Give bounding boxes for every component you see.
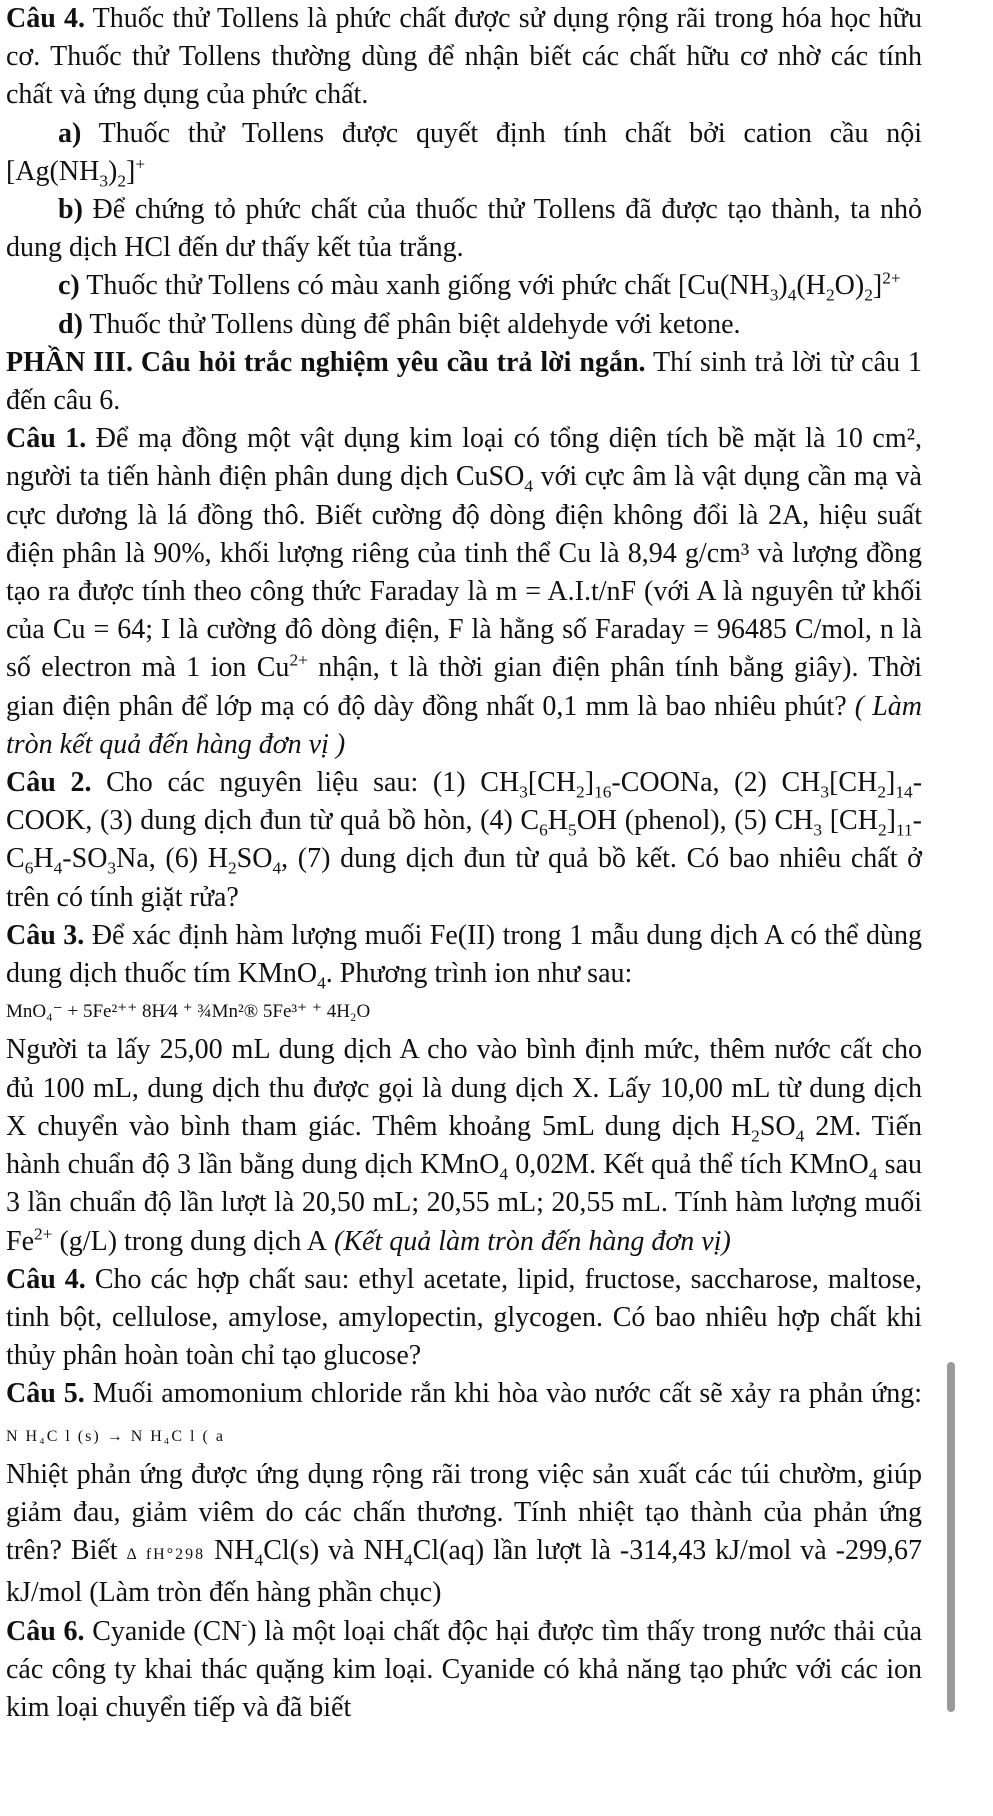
q3-body: Người ta lấy 25,00 mL dung dịch A cho vào bình định mức, thêm nước cất cho đủ 100 mL, dung dịch thu được gọi là dung dịch X. Lấy 10,00 mL từ dung dịch X chuyển vào bình tham giác. Thêm khoảng 5mL dung dịch $H_2SO_4$ 2M. Tiến hành chuẩn độ 3 lần bằng dung dịch KMnO$_4$ 0,02M. Kết quả thể tích KMnO$_4$ sau 3 lần chuẩn độ lần lượt là 20,50 mL; 20,55 mL; 20,55 mL. Tính hàm lượng muối $Fe^{2+}$ (g/L) trong dung dịch A (Kết quả làm tròn đến hàng đơn vị) (6, 1034, 922, 1257)
question-4: Câu 4. Cho các hợp chất sau: ethyl acetate, lipid, fructose, saccharose, maltose, tinh bột, cellulose, amylose, amylopectin, glycogen. Có bao nhiêu hợp chất khi thủy phân hoàn toàn chỉ tạo glucose? (6, 1263, 922, 1372)
q5-body: Nhiệt phản ứng được ứng dụng rộng rãi trong việc sản xuất các túi chườm, giúp giảm đau, giảm viêm do các chấn thương. Tính nhiệt tạo thành của phản ứng trên? Biết Δ fH°298 $NH_4Cl(s)$ và $NH_4Cl(aq)$ lần lượt là -314,43 kJ/mol và -299,67 kJ/mol (Làm tròn đến hàng phần chục) (6, 1458, 922, 1609)
q5-reaction: N H₄C l (s) → N H₄C l ( a (6, 1427, 225, 1445)
q4-old-option-b: b) Để chứng tỏ phức chất của thuốc thử Tollens đã được tạo thành, ta nhỏ dung dịch HCl đến dư thấy kết tủa trắng. (6, 194, 922, 264)
part3-heading: PHẦN III. Câu hỏi trắc nghiệm yêu cầu trả lời ngắn. Thí sinh trả lời từ câu 1 đến câu 6. (6, 346, 922, 417)
q5-title: Câu 5. (6, 1378, 85, 1410)
document-page (6, 0, 922, 1727)
q6-title: Câu 6. (6, 1615, 85, 1647)
q4-old-option-d: d) Thuốc thử Tollens dùng để phân biệt aldehyde với ketone. (58, 308, 741, 340)
q4-old-option-a: a) Thuốc thử Tollens được quyết định tính chất bởi cation cầu nội $[Ag(NH_3)_2]^+$ (6, 117, 922, 191)
q4-title: Câu 4. (6, 1263, 86, 1295)
q4-old-intro: Câu 4. Thuốc thử Tollens là phức chất được sử dụng rộng rãi trong hóa học hữu cơ. Thuốc thử Tollens thường dùng để nhận biết các chất hữu cơ nhờ các tính chất và ứng dụng của phức chất. (6, 3, 922, 111)
q2-title: Câu 2. (6, 767, 92, 799)
question-6: Câu 6. Cyanide (CN-) là một loại chất độc hại được tìm thấy trong nước thải của các công ty khai thác quặng kim loại. Cyanide có khả năng tạo phức với các ion kim loại chuyển tiếp và đã biết (6, 1614, 923, 1723)
question-5: Câu 5. Muối amomonium chloride rắn khi hòa vào nước cất sẽ xảy ra phản ứng: N H₄C l (s) → N H₄C l ( a (6, 1378, 923, 1445)
q1-title: Câu 1. (6, 423, 87, 455)
question-1: Câu 1. Để mạ đồng một vật dụng kim loại có tổng diện tích bề mặt là 10 cm², người ta tiến hành điện phân dung dịch CuSO$_4$ với cực âm là vật dụng cần mạ và cực dương là lá đồng thô. Biết cường độ dòng điện không đổi là 2A, hiệu suất điện phân là 90%, khối lượng riêng của tinh thể Cu là 8,94 g/cm³ và lượng đồng tạo ra được tính theo công thức Faraday là m = A.I.t/nF (với A là nguyên tử khối của Cu = 64; I là cường đô dòng điện, F là hằng số Faraday = 96485 C/mol, n là số electron mà 1 ion $Cu^{2+}$ nhận, t là thời gian điện phân tính bằng giây). Thời gian điện phân để lớp mạ có độ dày đồng nhất 0,1 mm là bao nhiêu phút? ( Làm tròn kết quả đến hàng đơn vị ) (6, 423, 922, 760)
q5-enthalpy-symbol: Δ fH°298 (126, 1546, 206, 1564)
question-3: Câu 3. Để xác định hàm lượng muối Fe(II) trong 1 mẫu dung dịch A có thể dùng dung dịch thuốc tím KMnO$_4$. Phương trình ion như sau: (6, 919, 922, 993)
q4-old-option-c: c) Thuốc thử Tollens có màu xanh giống với phức chất $[Cu(NH_3)_4(H_2O)_2]^{2+}$ (58, 269, 901, 306)
q3-title: Câu 3. (6, 919, 85, 951)
question-2: Câu 2. Cho các nguyên liệu sau: (1) $CH_3[CH_2]_{16}$-COONa, (2) $CH_3[CH_2]_{14}$-COOK, (3) dung dịch đun từ quả bồ hòn, (4) $C_6H_5OH$ (phenol), (5) $CH_3$ $[CH_2]_{11}-C_6H_4-SO_3Na$, (6) $H_2SO_4$, (7) dung dịch đun từ quả bồ kết. Có bao nhiêu chất ở trên có tính giặt rửa? (6, 767, 923, 913)
vertical-scrollbar[interactable] (947, 1362, 955, 1712)
q4-old-title: Câu 4. (6, 3, 85, 34)
q3-ion-equation: MnO₄⁻ + 5Fe²⁺⁺ 8H⁄4 ⁺ ¾Mn²® 5Fe³⁺ ⁺ 4H₂O (6, 1001, 371, 1023)
